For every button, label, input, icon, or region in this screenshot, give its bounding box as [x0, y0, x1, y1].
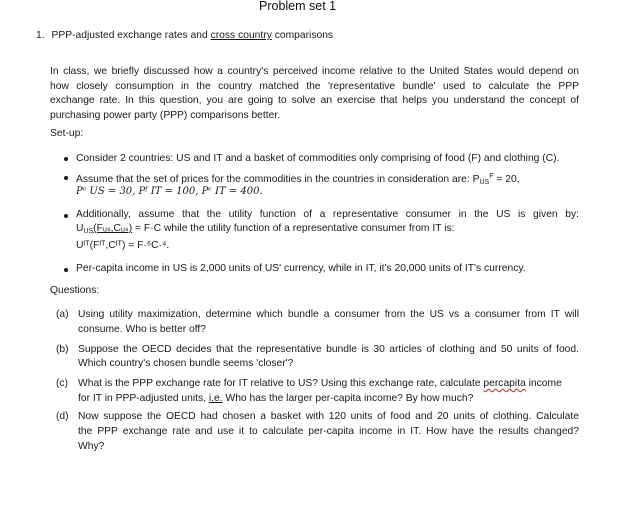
setup-bullet-2-line-2: Pᶜ US = 30, Pᶠ IT = 100, Pᶜ IT = 400. — [76, 186, 263, 197]
utility-us-f: = F — [132, 223, 151, 234]
utility-us-c: ·C — [150, 223, 162, 234]
setup-bullet-4: Per-capita income in US is 2,000 units of US' currency, while in IT, it's 20,000 units of IT's currency. — [76, 263, 526, 274]
bullet-2 — [64, 176, 68, 180]
part-a-line-1: Using utility maximization, determine which bundle a consumer from the US vs a consumer from IT will — [78, 309, 579, 320]
intro-line-4: purchasing power party (PPP) comparisons better. — [50, 110, 281, 121]
part-c-line-1 — [78, 377, 562, 390]
bullet-1 — [64, 157, 68, 161]
part-b-label: (b) — [56, 344, 69, 355]
part-c-text-start: What is the PPP exchange rate for IT relative to US? Using this exchange rate, calculate — [78, 378, 484, 389]
part-c-label: (c) — [56, 378, 69, 389]
question-heading — [36, 29, 333, 42]
part-a-line-2: consume. Who is better off? — [78, 324, 207, 335]
bullet-4 — [64, 268, 68, 272]
part-c-line-2-start: for IT in PPP-adjusted units, — [78, 393, 209, 404]
part-b-line-2: Which country's chosen bundle seems 'closer'? — [78, 358, 294, 369]
intro-line-2: how closely consumption in the country matched the 'representative bundle' used to calculate the PPP — [50, 81, 579, 92]
intro-line-1: In class, we briefly discussed how a country's perceived income relative to the United States would depend on — [50, 66, 579, 77]
price-sup: F — [489, 173, 494, 180]
price-intro-text: Assume that the set of prices for the commodities in the countries in consideration are: P — [76, 174, 480, 185]
part-d-line-1: Now suppose the OECD had chosen a basket with 120 units of food and 20 units of clothing. Calculate — [78, 411, 579, 422]
question-title-end: comparisons — [271, 30, 334, 41]
part-a-label: (a) — [56, 309, 69, 320]
utility-us-sub: US — [83, 228, 94, 235]
part-c-text-end: income — [525, 378, 562, 389]
part-d-line-2: the PPP exchange rate and use it to calculate per-capita income in IT. How have the results changed? — [78, 426, 579, 437]
intro-line-3: exchange rate. In this question, you are going to solve an exercise that helps you understand the concept of — [50, 95, 579, 106]
page-title: Problem set 1 — [259, 0, 337, 13]
setup-bullet-3-line-1: Additionally, assume that the utility function of a representative consumer in the US is given by: — [76, 209, 579, 220]
setup-bullet-1: Consider 2 countries: US and IT and a basket of commodities only comprising of food (F) and clothing (C). — [76, 153, 560, 164]
part-b-line-1: Suppose the OECD decides that the representative bundle is 30 articles of clothing and 50 units of food. — [78, 344, 579, 355]
part-d-label: (d) — [56, 411, 69, 422]
price-sub: US — [479, 179, 490, 186]
part-c-ie: i.e. — [208, 393, 223, 404]
questions-label: Questions: — [50, 285, 100, 296]
part-c-line-2 — [78, 392, 473, 405]
part-c-misspelled-word: percapita — [483, 378, 526, 389]
question-number: 1. — [36, 30, 45, 41]
part-c-line-2-end: Who has the larger per-capita income? By how much? — [222, 393, 474, 404]
bullet-3 — [64, 214, 68, 218]
setup-bullet-3-line-3: Uᴵᵀ(Fᴵᵀ,Cᴵᵀ) = F·⁶C·⁴. — [76, 240, 170, 251]
price-us-food-value: = 20, — [493, 174, 520, 185]
utility-us-args: (Fᵤₛ,Cᵤₛ) — [93, 223, 133, 234]
utility-us-symbol: U — [76, 223, 84, 234]
utility-it-intro: while the utility function of a representative consumer from IT is: — [161, 223, 455, 234]
setup-label: Set-up: — [50, 128, 84, 139]
question-title-underlined: cross country — [210, 30, 272, 41]
setup-bullet-3-line-2 — [76, 222, 455, 238]
question-title-start: PPP-adjusted exchange rates and — [51, 30, 211, 41]
part-d-line-3: Why? — [78, 441, 105, 452]
